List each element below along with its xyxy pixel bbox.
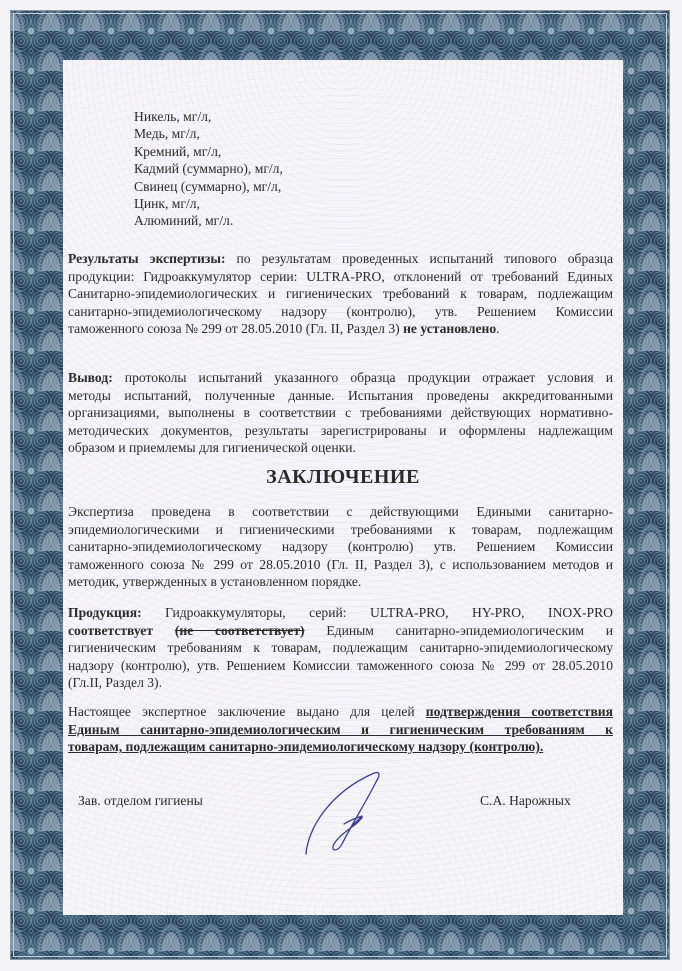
parameter-item: Цинк, мг/л, xyxy=(134,195,200,211)
parameter-item: Свинец (суммарно), мг/л, xyxy=(134,178,282,194)
products-label: Продукция: xyxy=(68,605,142,620)
results-verdict: не установлено xyxy=(403,321,497,336)
conclusion-output-paragraph: Вывод: протоколы испытаний указанного образца продукции отражает условия и методы испытаний, полученные данные. Испытания проведены аккредитованными организациями, выполнены в соответствии с требованиями действующих нормативно- методических документов, результаты зарегистрированы и оформлены надлежащим образом и приемлемы для гигиенической оценки. xyxy=(68,370,613,455)
compliance-status: соответствует xyxy=(68,622,154,638)
section-heading: ЗАКЛЮЧЕНИЕ xyxy=(266,466,420,488)
results-label: Результаты экспертизы: xyxy=(68,251,226,266)
expertise-paragraph: Экспертиза проведена в соответствии с действующими Едиными санитарно- эпидемиологическими и гигиеническими требованиями к товарам, подлежащим санитарно-эпидемиологическому надзору (контролю) утв. Решением Комиссии таможенного союза № 299 от 28.05.2010 (Гл. II, Раздел 3), с использованием методов и методик, утвержденных в установленном порядке. xyxy=(68,504,613,589)
parameter-item: Алюминий, мг/л. xyxy=(134,213,234,229)
parameter-item: Никель, мг/л, xyxy=(134,109,212,124)
signature-stroke xyxy=(306,773,379,854)
struck-noncompliance: (не соответствует) xyxy=(174,622,305,638)
parameter-item: Кадмий (суммарно), мг/л, xyxy=(134,161,283,177)
products-paragraph: Продукция: Гидроаккумуляторы, серий: ULTRA-PRO, HY-PRO, INOX-PRO соответствует (не соответствует) Единым санитарно-эпидемиологическим и гигиеническим требованиям к товарам, подлежащим санитарно-эпидемиологическому надзору (контролю), утв. Решением Комиссии таможенного союза № 299 от 28.05.2010 (Гл.II, Раздел 3). xyxy=(68,605,614,690)
results-paragraph: Результаты экспертизы: по результатам проведенных испытаний типового образца продукции: Гидроаккумулятор серии: ULTRA-PRO, отклонений от требований Единых Санитарно-эпидемиологических и гигиенических требований к товарам, подлежащим санитарно-эпидемиологическому надзору (контролю), утв. Решением Комиссии таможенного союза № 299 от 28.05.2010 (Гл. II, Раздел 3) не установлено. xyxy=(68,251,613,336)
parameter-item: Медь, мг/л, xyxy=(134,126,200,142)
issued-paragraph: Настоящее экспертное заключение выдано для целей подтверждения соответствия Единым санитарно-эпидемиологическим и гигиеническим требованиям к товарам, подлежащим санитарно-эпидемиологическому надзору (контролю). xyxy=(68,704,613,754)
signatory-name: С.А. Нарожных xyxy=(480,793,571,808)
issued-purpose: подтверждения соответствия xyxy=(425,704,613,719)
conclusion-output-label: Вывод: xyxy=(68,370,113,385)
handwritten-signature-icon xyxy=(300,768,410,858)
parameter-item: Кремний, мг/л, xyxy=(134,143,222,159)
signatory-position: Зав. отделом гигиены xyxy=(78,793,203,808)
parameters-list xyxy=(134,108,283,230)
